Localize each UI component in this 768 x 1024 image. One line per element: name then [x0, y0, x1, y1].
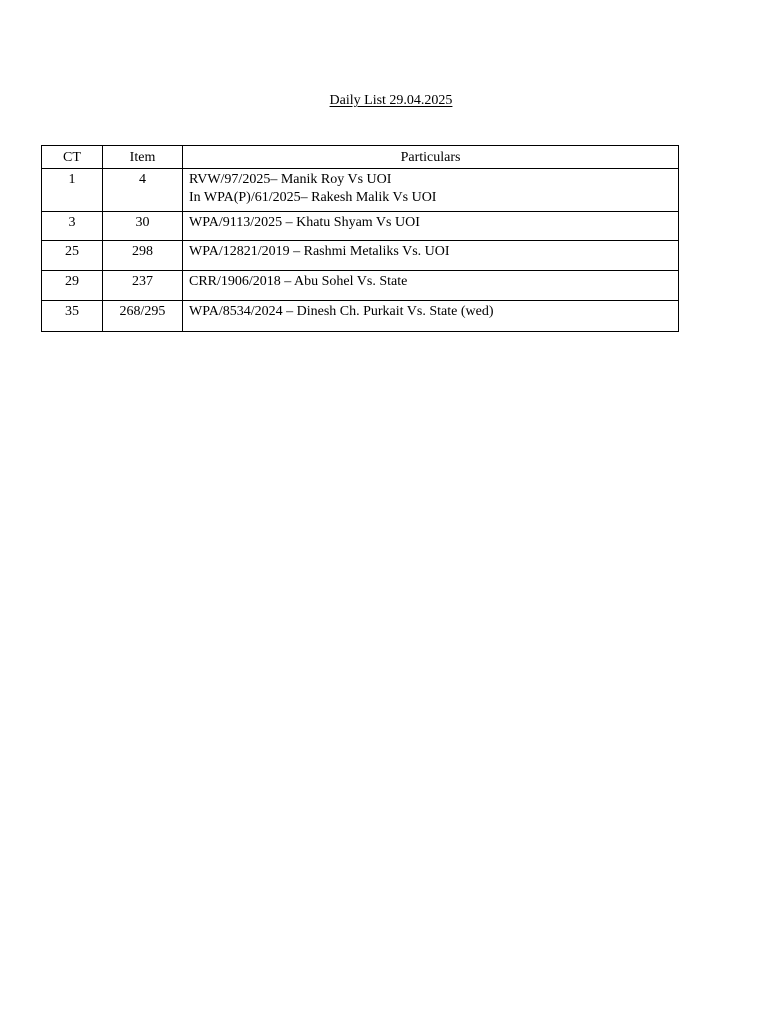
table-row: [42, 212, 679, 241]
particulars-line: WPA/12821/2019 – Rashmi Metaliks Vs. UOI: [189, 244, 450, 259]
table-row: [42, 301, 679, 332]
header-item: Item: [103, 146, 183, 169]
cell-ct: 3: [42, 212, 103, 241]
particulars-line: RVW/97/2025– Manik Roy Vs UOI: [189, 172, 392, 187]
table-header-row: [42, 146, 679, 169]
cell-item: 298: [103, 241, 183, 271]
table-row: [42, 271, 679, 301]
cell-ct: 1: [42, 169, 103, 212]
particulars-line: In WPA(P)/61/2025– Rakesh Malik Vs UOI: [189, 190, 437, 205]
particulars-line: CRR/1906/2018 – Abu Sohel Vs. State: [189, 274, 408, 289]
cell-item: 4: [103, 169, 183, 212]
cell-item: 237: [103, 271, 183, 301]
cell-item: 268/295: [103, 301, 183, 332]
cell-ct: 25: [42, 241, 103, 271]
table-row: [42, 241, 679, 271]
particulars-line: WPA/9113/2025 – Khatu Shyam Vs UOI: [189, 215, 420, 230]
table-row: [42, 169, 679, 212]
cell-particulars: [183, 241, 679, 271]
header-ct: CT: [42, 146, 103, 169]
document-title: Daily List 29.04.2025: [329, 93, 453, 108]
particulars-line: WPA/8534/2024 – Dinesh Ch. Purkait Vs. State (wed): [189, 304, 494, 319]
cell-particulars: [183, 212, 679, 241]
cell-ct: 35: [42, 301, 103, 332]
cell-item: 30: [103, 212, 183, 241]
cell-particulars: [183, 271, 679, 301]
cell-particulars: [183, 301, 679, 332]
cell-ct: 29: [42, 271, 103, 301]
daily-list-table: [41, 145, 679, 332]
cell-particulars: [183, 169, 679, 212]
header-particulars: Particulars: [183, 146, 679, 169]
